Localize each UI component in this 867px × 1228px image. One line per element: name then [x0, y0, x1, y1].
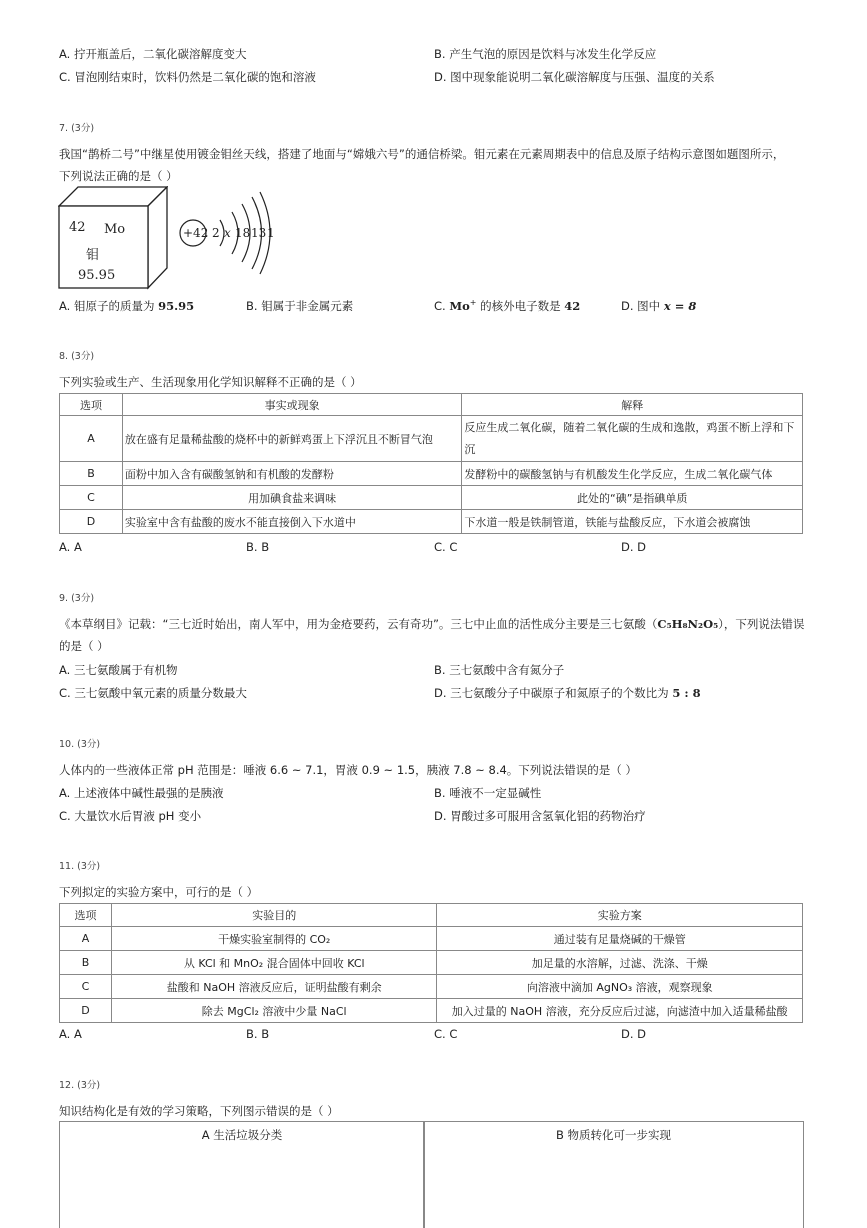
table-header: 实验目的 — [111, 904, 437, 927]
table-header: 解释 — [462, 394, 803, 416]
table-cell: 从 KCl 和 MnO₂ 混合固体中回收 KCl — [111, 951, 437, 975]
q6-option-b[interactable]: B. 产生气泡的原因是饮料与冰发生化学反应 — [434, 47, 657, 61]
table-cell: 反应生成二氧化碳，随着二氧化碳的生成和逸散，鸡蛋不断上浮和下沉 — [462, 416, 803, 462]
q7-option-d-value: x = 8 — [663, 299, 697, 313]
q8-option-c[interactable]: C. C — [434, 540, 458, 554]
q9-stem-text: 《本草纲目》记载：“三七近时始出，南人军中，用为金疮要药，云有奇功”。三七中止血的活性成分主要是三七氨酸（ — [59, 617, 658, 631]
q7-option-a-text: A. 钼原子的质量为 — [59, 299, 159, 313]
q9-stem-line1 — [59, 616, 804, 632]
q7-option-b[interactable]: B. 钼属于非金属元素 — [246, 299, 354, 313]
table-row — [60, 927, 803, 951]
q11-stem: 下列拟定的实验方案中，可行的是（ ） — [59, 885, 259, 899]
q7-header: 7. (3分) — [59, 123, 95, 134]
q8-stem: 下列实验或生产、生活现象用化学知识解释不正确的是（ ） — [59, 375, 362, 389]
q11-option-a[interactable]: A. A — [59, 1027, 82, 1041]
q11-table — [59, 903, 803, 1023]
q10-option-a[interactable]: A. 上述液体中碱性最强的是胰液 — [59, 786, 224, 800]
shell-1: 2 — [212, 226, 220, 240]
q7-option-c-label: C. — [434, 299, 450, 313]
table-row — [60, 999, 803, 1023]
table-row — [60, 416, 803, 462]
table-cell: 放在盛有足量稀盐酸的烧杯中的新鲜鸡蛋上下浮沉且不断冒气泡 — [122, 416, 462, 462]
table-cell: 下水道一般是铁制管道，铁能与盐酸反应，下水道会被腐蚀 — [462, 510, 803, 534]
table-cell: 用加碘食盐来调味 — [122, 486, 462, 510]
table-cell: B — [60, 462, 123, 486]
q9-stem-text-end: ），下列说法错误 — [718, 617, 805, 631]
shell-4: 13 — [251, 226, 267, 240]
q12-cell-b-title: B 物质转化可一步实现 — [555, 1128, 672, 1142]
q10-option-c[interactable]: C. 大量饮水后胃液 pH 变小 — [59, 809, 202, 823]
table-cell: 发酵粉中的碳酸氢钠与有机酸发生化学反应，生成二氧化碳气体 — [462, 462, 803, 486]
table-cell: 向溶液中滴加 AgNO₃ 溶液，观察现象 — [437, 975, 803, 999]
table-cell: C — [60, 486, 123, 510]
q7-stem-line1: 我国“鹊桥二号”中继星使用镀金钼丝天线，搭建了地面与“嫦娥六号”的通信桥梁。钼元素在元素周期表中的信息及原子结构示意图如题图所示， — [59, 147, 785, 161]
q10-option-b[interactable]: B. 唾液不一定显碱性 — [434, 786, 542, 800]
q12-cell-b — [423, 1121, 804, 1228]
q7-ion-charge: + — [469, 298, 477, 308]
q7-stem-line2: 下列说法正确的是（ ） — [59, 169, 178, 183]
table-header-row — [60, 394, 803, 416]
q11-option-b[interactable]: B. B — [246, 1027, 270, 1041]
q7-option-a-value: 95.95 — [158, 299, 195, 313]
q9-option-d-value: 5 : 8 — [672, 686, 701, 700]
table-row — [60, 975, 803, 999]
q9-option-d-text: D. 三七氨酸分子中碳原子和氮原子的个数比为 — [434, 686, 673, 700]
q7-option-a[interactable] — [59, 298, 194, 314]
q11-option-d[interactable]: D. D — [621, 1027, 647, 1041]
table-cell: 实验室中含有盐酸的废水不能直接倒入下水道中 — [122, 510, 462, 534]
table-cell: 加足量的水溶解，过滤、洗涤、干燥 — [437, 951, 803, 975]
q8-option-d[interactable]: D. D — [621, 540, 647, 554]
q9-header: 9. (3分) — [59, 593, 95, 604]
q7-ion-symbol: Mo — [449, 299, 470, 313]
shell-5: 1 — [267, 226, 275, 240]
q12-cell-a — [59, 1121, 425, 1228]
q6-option-d[interactable]: D. 图中现象能说明二氧化碳溶解度与压强、温度的关系 — [434, 70, 715, 84]
q12-cell-a-title: A 生活垃圾分类 — [201, 1128, 283, 1142]
table-header-row — [60, 904, 803, 927]
q12-stem: 知识结构化是有效的学习策略，下列图示错误的是（ ） — [59, 1104, 339, 1118]
table-cell: 此处的“碘”是指碘单质 — [462, 486, 803, 510]
table-row — [60, 486, 803, 510]
q7-option-c-text: 的核外电子数是 — [476, 299, 565, 313]
element-name: 钼 — [86, 248, 100, 263]
table-cell: B — [60, 951, 112, 975]
table-cell: 面粉中加入含有碳酸氢钠和有机酸的发酵粉 — [122, 462, 462, 486]
q7-option-d-text: D. 图中 — [621, 299, 664, 313]
table-cell: 盐酸和 NaOH 溶液反应后，证明盐酸有剩余 — [111, 975, 437, 999]
q8-option-a[interactable]: A. A — [59, 540, 82, 554]
shell-2: x — [224, 226, 231, 240]
q10-header: 10. (3分) — [59, 739, 101, 750]
q7-option-c[interactable] — [434, 298, 580, 314]
q9-option-b[interactable]: B. 三七氨酸中含有氮分子 — [434, 663, 565, 677]
table-cell: A — [60, 927, 112, 951]
q9-option-c[interactable]: C. 三七氨酸中氧元素的质量分数最大 — [59, 686, 247, 700]
element-atomic-number: 42 — [69, 220, 86, 235]
table-cell: 通过装有足量烧碱的干燥管 — [437, 927, 803, 951]
q9-formula: C₅H₈N₂O₅ — [657, 617, 719, 631]
q8-table — [59, 393, 803, 534]
q7-option-c-value: 42 — [564, 299, 581, 313]
table-row — [60, 510, 803, 534]
q9-option-a[interactable]: A. 三七氨酸属于有机物 — [59, 663, 178, 677]
table-header: 选项 — [60, 904, 112, 927]
q11-header: 11. (3分) — [59, 861, 101, 872]
q12-header: 12. (3分) — [59, 1080, 101, 1091]
q11-option-c[interactable]: C. C — [434, 1027, 458, 1041]
table-cell: C — [60, 975, 112, 999]
q9-option-d[interactable] — [434, 685, 701, 701]
table-cell: A — [60, 416, 123, 462]
table-cell: D — [60, 510, 123, 534]
element-symbol: Mo — [104, 222, 126, 237]
shell-3: 18 — [235, 226, 251, 240]
element-mass: 95.95 — [78, 268, 116, 283]
table-cell: 加入过量的 NaOH 溶液，充分反应后过滤，向滤渣中加入适量稀盐酸 — [437, 999, 803, 1023]
table-row — [60, 951, 803, 975]
q9-stem-line2: 的是（ ） — [59, 639, 109, 653]
q6-option-a[interactable]: A. 拧开瓶盖后，二氧化碳溶解度变大 — [59, 47, 247, 61]
table-header: 事实或现象 — [122, 394, 462, 416]
q10-option-d[interactable]: D. 胃酸过多可服用含氢氧化铝的药物治疗 — [434, 809, 646, 823]
table-row — [60, 462, 803, 486]
table-header: 选项 — [60, 394, 123, 416]
q8-option-b[interactable]: B. B — [246, 540, 270, 554]
table-cell: 干燥实验室制得的 CO₂ — [111, 927, 437, 951]
q8-header: 8. (3分) — [59, 351, 95, 362]
table-cell: 除去 MgCl₂ 溶液中少量 NaCl — [111, 999, 437, 1023]
q10-stem: 人体内的一些液体正常 pH 范围是：唾液 6.6 ~ 7.1，胃液 0.9 ~ 1.5，胰液 7.8 ~ 8.4。下列说法错误的是（ ） — [59, 763, 637, 777]
table-header: 实验方案 — [437, 904, 803, 927]
nucleus-charge: +42 — [183, 226, 209, 240]
table-cell: D — [60, 999, 112, 1023]
q7-option-d[interactable] — [621, 298, 696, 314]
q6-option-c[interactable]: C. 冒泡刚结束时，饮料仍然是二氧化碳的饱和溶液 — [59, 70, 316, 84]
